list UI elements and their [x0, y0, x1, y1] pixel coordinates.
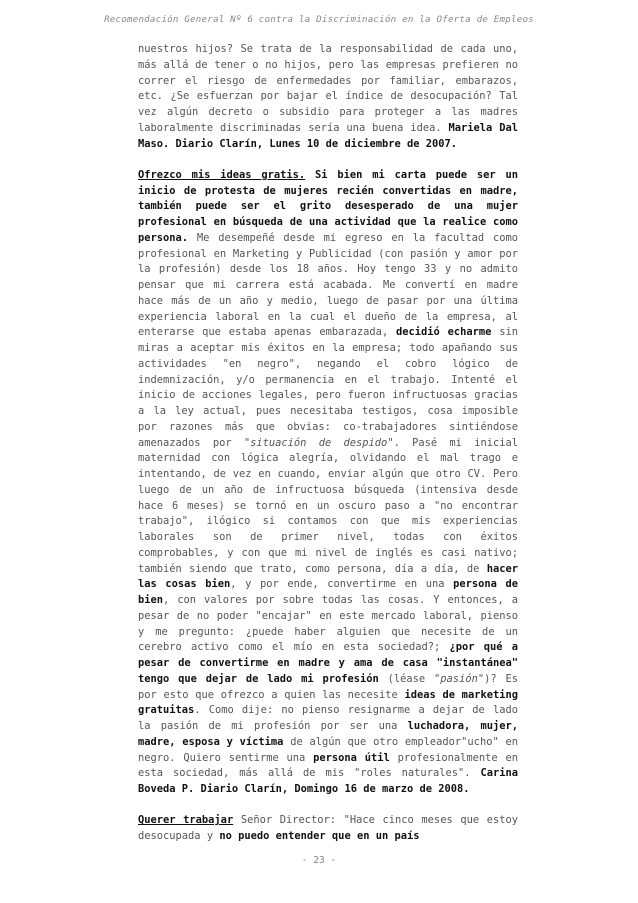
letter-text: sin miras a aceptar mis éxitos en la empresa; todo apañando sus actividades "en negro", negando el cobro lógico de indemnización, y/o permanencia en el trabajo. Intenté el inicio de acciones legales, pero fueron infructuosas gracias a la ley actual, pues necesitaba testigos, cosa imposible por razones más que obvias: co-trabajadores sintiéndose amenazados por "	[138, 326, 519, 449]
letter-emphasis: hacer las cosas bien	[138, 562, 518, 591]
paragraph-3	[138, 813, 518, 845]
letter-text: profesionalmente en esta sociedad, más allá de mis "roles naturales".	[138, 751, 518, 780]
letter-emphasis: ¿por qué a pesar de convertirme en madre y ama de casa "instantánea" tengo que dejar de lado mi profesión	[138, 641, 518, 685]
page-header: Recomendación General Nº 6 contra la Discriminación en la Oferta de Empleos	[104, 14, 534, 25]
paragraph-2	[138, 168, 518, 798]
letter-emphasis: ideas de marketing gratuitas	[138, 688, 518, 717]
letter-text: Señor Director: "Hace cinco meses que estoy desocupada y	[138, 814, 518, 842]
letter-lead: Si bien mi carta puede ser un inicio de protesta de mujeres recién convertidas en madre, también puede ser el grito desesperado de una mujer profesional en búsqueda de una actividad que la realice como persona.	[138, 168, 518, 244]
letter-text: , con valores por sobre todas las cosas. Y entonces, a pesar de no poder "encajar" en este mercado laboral, pienso y me pregunto: ¿puede haber alguien que necesite de un cerebro activo como el mío en esta sociedad?;	[138, 594, 518, 654]
letter-emphasis: decidió echarme	[396, 326, 492, 339]
letter-emphasis: persona útil	[313, 751, 390, 764]
letter-italic: pasión	[440, 672, 478, 685]
paragraph-1-signature: Mariela Dal Maso. Diario Clarín, Lunes 10 de diciembre de 2007.	[138, 121, 518, 150]
paragraph-1-text: nuestros hijos? Se trata de la responsabilidad de cada uno, más allá de tener o no hijos, pero las empresas prefieren no correr el riesgo de enfermedades por familiar, embarazos, etc. ¿Se esfuerzan por bajar el índice de desocupación? Tal vez algún decreto o subsidio para proteger a las madres laboralmente discriminadas sería una buena idea.	[138, 43, 518, 134]
letter-text: ")? Es por esto que ofrezco a quien las necesite	[138, 672, 518, 701]
letter-text: ". Pasé mi inicial maternidad con lógica alegría, olvidando el mal trago e intentando, de vez en cuando, enviar algún que otro CV. Pero luego de un año de infructuosa búsqueda (intensiva desde hace 6 meses) se tornó en un oscuro paso a "no encontrar trabajo", ilógico si contamos con que mis experiencias laborales son de primer nivel, todas con éxitos comprobables, y con que mi nivel de inglés es casi nativo; también siendo que trato, como persona, día a día, de	[138, 436, 518, 575]
letter-text: . Como dije: no pienso resignarme a dejar de lado la pasión de mi profesión por ser una	[138, 704, 518, 732]
paragraph-2-signature: Carina Boveda P. Diario Clarín, Domingo 16 de marzo de 2008.	[138, 767, 518, 795]
page-number: - 23 -	[301, 855, 337, 866]
letter-title-querer: Querer trabajar	[138, 814, 234, 827]
letter-text: (léase "	[378, 672, 441, 685]
paragraph-1	[138, 42, 518, 152]
letter-emphasis: luchadora, mujer, madre, esposa y víctima	[138, 720, 518, 748]
document-body	[138, 42, 518, 845]
letter-emphasis: persona de bien	[138, 578, 518, 606]
letter-emphasis: no puedo entender que en un país	[219, 830, 420, 842]
letter-title-ofrezco: Ofrezco mis ideas gratis.	[138, 168, 306, 181]
letter-italic: situación de despido	[250, 436, 388, 449]
letter-text: Me desempeñé desde mi egreso en la facultad como profesional en Marketing y Publicidad (con pasión y amor por la profesión) desde los 18 años. Hoy tengo 33 y no admito pensar que mi carrera está acabada. Me convertí en madre hace más de un año y medio, luego de pasar por una última experiencia laboral en la cual el dueño de la empresa, al enterarse que estaba apenas embarazada,	[138, 231, 518, 339]
letter-text: de algún que otro empleador"ucho" en negro. Quiero sentirme una	[138, 735, 518, 764]
letter-text: , y por ende, convertirme en una	[230, 578, 454, 591]
